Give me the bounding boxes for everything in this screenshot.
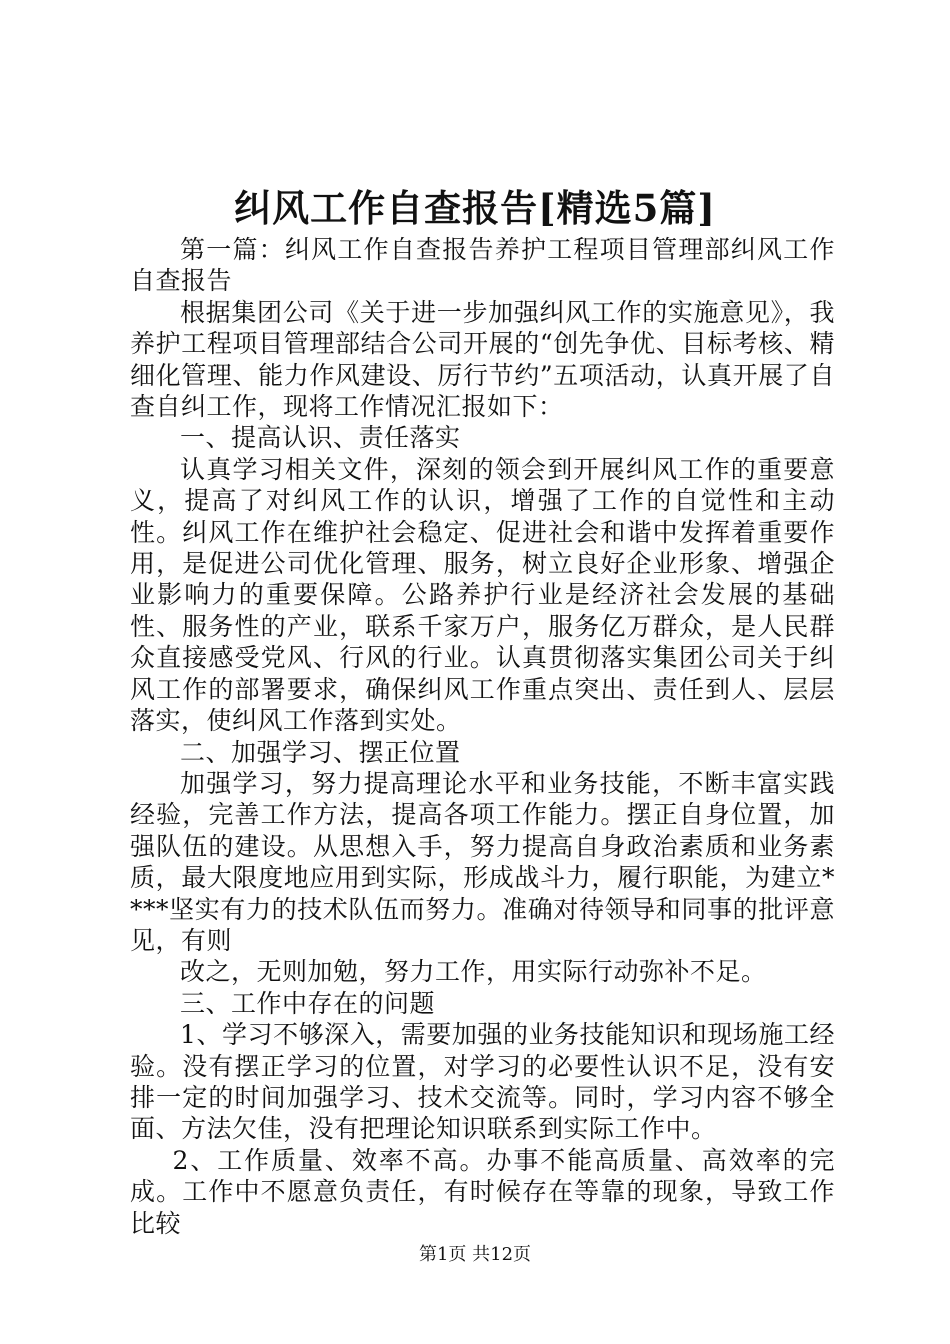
paragraph-section-2: 加强学习，努力提高理论水平和业务技能，不断丰富实践经验，完善工作方法，提高各项工作能力。摆正自身位置，加强队伍的建设。从思想入手，努力提高自身政治素质和业务素质，最大限度地应用到实际，形成战斗力，履行职能，为建立****坚实有力的技术队伍而努力。准确对待领导和同事的批评意见，有则 (130, 768, 835, 955)
paragraph-intro: 根据集团公司《关于进一步加强纠风工作的实施意见》，我养护工程项目管理部结合公司开展的“创先争优、目标考核、精细化管理、能力作风建设、厉行节约”五项活动，认真开展了自查自纠工作，现将工作情况汇报如下： (130, 297, 835, 422)
paragraph-heading-part-one: 第一篇：纠风工作自查报告养护工程项目管理部纠风工作自查报告 (130, 235, 835, 296)
page-number-footer: 第1页 共12页 (418, 1244, 532, 1265)
paragraph-section-1: 认真学习相关文件，深刻的领会到开展纠风工作的重要意义，提高了对纠风工作的认识，增强了工作的自觉性和主动性。纠风工作在维护社会稳定、促进社会和谐中发挥着重要作用，是促进公司优化管理、服务，树立良好企业形象、增强企业影响力的重要保障。公路养护行业是经济社会发展的基础性、服务性的产业，联系千家万户，服务亿万群众，是人民群众直接感受党风、行风的行业。认真贯彻落实集团公司关于纠风工作的部署要求，确保纠风工作重点突出、责任到人、层层落实，使纠风工作落到实处。 (130, 454, 835, 736)
section-heading-1: 一、提高认识、责任落实 (180, 423, 461, 453)
document-body (130, 234, 835, 1239)
page-title: 纠风工作自查报告[精选5篇] (234, 186, 716, 230)
paragraph-problem-2: 2、工作质量、效率不高。办事不能高质量、高效率的完成。工作中不愿意负责任，有时候存在等靠的现象，导致工作比较 (130, 1145, 835, 1238)
paragraph-section-2-continued: 改之，无则加勉，努力工作，用实际行动弥补不足。 (180, 957, 767, 987)
paragraph-problem-1: 1、学习不够深入，需要加强的业务技能知识和现场施工经验。没有摆正学习的位置，对学习的必要性认识不足，没有安排一定的时间加强学习、技术交流等。同时，学习内容不够全面、方法欠佳，没有把理论知识联系到实际工作中。 (130, 1020, 835, 1144)
section-heading-2: 二、加强学习、摆正位置 (180, 737, 461, 767)
section-heading-3: 三、工作中存在的问题 (180, 988, 436, 1018)
